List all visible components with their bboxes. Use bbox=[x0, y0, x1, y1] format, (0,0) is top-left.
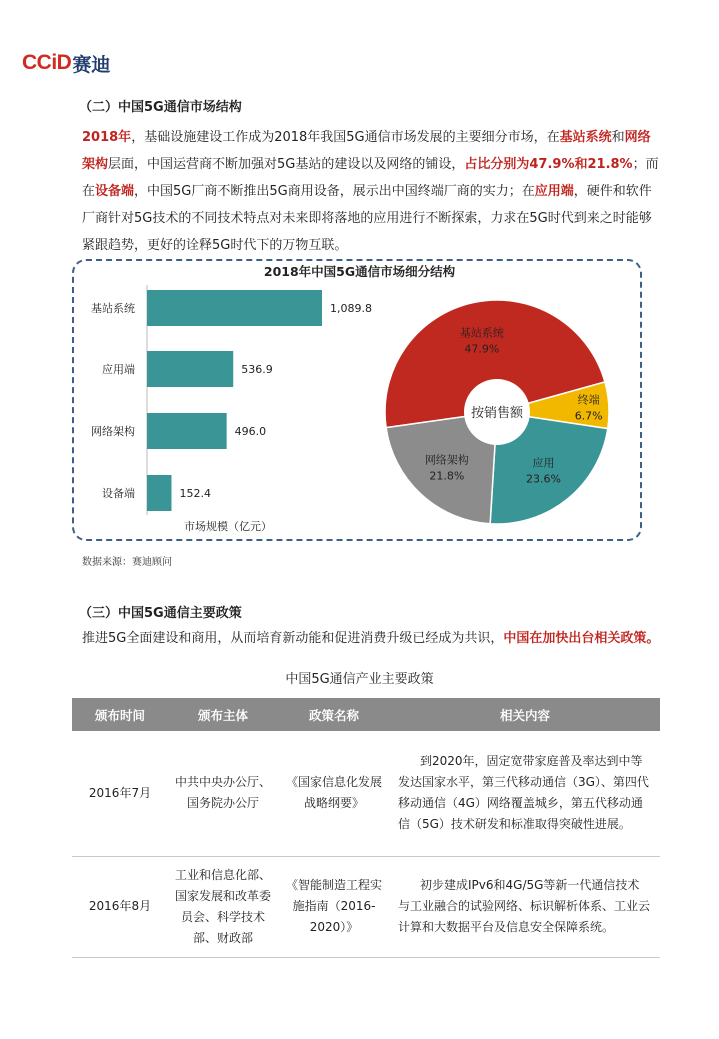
bar-value-label: 496.0 bbox=[234, 425, 267, 438]
section-2-text-run: 设备端 bbox=[95, 184, 135, 199]
cell-content bbox=[390, 856, 660, 957]
pie-center-label: 按销售额 bbox=[470, 406, 524, 421]
pie-slice-label: 网络架构 bbox=[424, 453, 469, 467]
cell-content bbox=[390, 731, 660, 856]
section-2-text-run: 应用端 bbox=[534, 184, 574, 199]
section-2-text-run: ，硬件和软件厂商针对5G技术的不同技术特点对未来即将落地的应用进行不断探索，力求在5G时代到来之时能够紧跟趋势，更好的诠释5G时代下的万物互联。 bbox=[82, 184, 652, 253]
section-3-text-run: 中国在加快出台相关政策。 bbox=[503, 631, 660, 646]
header-content: 相关内容 bbox=[390, 698, 660, 731]
pie-slice-pct: 47.9% bbox=[464, 342, 500, 356]
section-3-paragraph bbox=[82, 625, 662, 652]
chart-title: 2018年中国5G通信市场细分结构 bbox=[263, 264, 456, 279]
cell-date: 2016年8月 bbox=[72, 856, 168, 957]
cell-content-text: 到2020年，固定宽带家庭普及率达到中等发达国家水平，第三代移动通信（3G）、第四代移动通信（4G）网络覆盖城乡，第五代移动通信（5G）技术研发和标准取得突破性进展。 bbox=[398, 754, 649, 832]
section-2-text-run: 网络架构 bbox=[82, 130, 651, 172]
pie-slice-label: 应用 bbox=[532, 456, 555, 470]
header-issuer: 颁布主体 bbox=[168, 698, 278, 731]
section-2-text-run: ；而在 bbox=[82, 157, 659, 199]
pie-slice-pct: 23.6% bbox=[526, 472, 561, 486]
header-policy: 政策名称 bbox=[278, 698, 390, 731]
section-2-text-run: 2018年 bbox=[82, 130, 132, 145]
table-caption: 中国5G通信产业主要政策 bbox=[285, 672, 434, 687]
bar-axis-title: 市场规模（亿元） bbox=[184, 520, 272, 533]
bar-category-label: 基站系统 bbox=[91, 302, 135, 315]
cell-date: 2016年7月 bbox=[72, 731, 168, 856]
bar-value-label: 152.4 bbox=[179, 487, 211, 500]
section-2-text-run: 层面，中国运营商不断加强对5G基站的建设以及网络的铺设， bbox=[108, 157, 465, 172]
bar-2 bbox=[147, 413, 227, 449]
pie-slice-pct: 21.8% bbox=[429, 469, 465, 483]
data-source: 数据来源：赛迪顾问 bbox=[82, 557, 172, 568]
table-header-row bbox=[72, 698, 660, 731]
bar-category-label: 设备端 bbox=[102, 487, 135, 500]
cell-policy: 《智能制造工程实施指南（2016-2020）》 bbox=[278, 856, 390, 957]
bar-1 bbox=[147, 351, 233, 387]
bar-category-label: 应用端 bbox=[102, 363, 135, 376]
bar-0 bbox=[147, 290, 322, 326]
section-2-text-run: 和 bbox=[611, 130, 625, 145]
pie-slice-pct: 6.7% bbox=[574, 409, 603, 423]
header-date: 颁布时间 bbox=[72, 698, 168, 731]
section-2-text-run: ，基础设施建设工作成为2018年我国5G通信市场发展的主要细分市场，在 bbox=[131, 130, 560, 145]
table-row bbox=[72, 731, 660, 856]
cell-content-text: 初步建成IPv6和4G/5G等新一代通信技术与工业融合的试验网络、标识解析体系、工业云计算和大数据平台及信息安全保障系统。 bbox=[398, 878, 651, 934]
cell-issuer: 中共中央办公厅、国务院办公厅 bbox=[168, 731, 278, 856]
bar-3 bbox=[147, 475, 171, 511]
section-3-title: （三）中国5G通信主要政策 bbox=[79, 606, 242, 621]
section-2-title: （二）中国5G通信市场结构 bbox=[79, 100, 242, 115]
bar-value-label: 536.9 bbox=[241, 363, 273, 376]
pie-slice-label: 终端 bbox=[577, 393, 600, 407]
section-2-text-run: 占比分别为47.9%和21.8% bbox=[464, 157, 633, 172]
policy-table bbox=[72, 698, 660, 958]
table-row bbox=[72, 856, 660, 957]
bar-value-label: 1,089.8 bbox=[330, 302, 372, 315]
section-2-text-run: 基站系统 bbox=[559, 130, 612, 145]
bar-category-label: 网络架构 bbox=[91, 425, 135, 438]
cell-issuer: 工业和信息化部、国家发展和改革委员会、科学技术部、财政部 bbox=[168, 856, 278, 957]
section-3-text-run: 推进5G全面建设和商用，从而培育新动能和促进消费升级已经成为共识， bbox=[82, 631, 504, 646]
logo-cn-text: 赛迪 bbox=[72, 53, 111, 76]
section-2-text-run: ，中国5G厂商不断推出5G商用设备，展示出中国终端厂商的实力；在 bbox=[134, 184, 535, 199]
cell-policy: 《国家信息化发展战略纲要》 bbox=[278, 731, 390, 856]
pie-slice-label: 基站系统 bbox=[459, 326, 504, 340]
logo-ccid-text: CCiD bbox=[22, 51, 72, 74]
